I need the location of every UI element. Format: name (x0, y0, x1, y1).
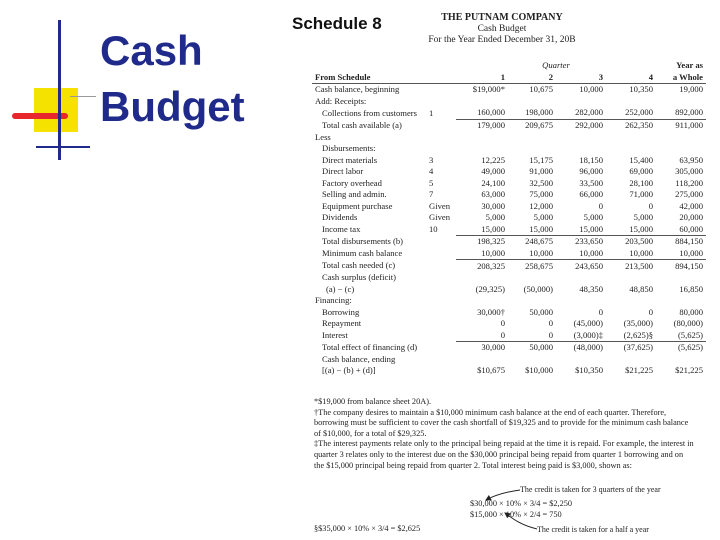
row-q1-value: (29,325) (475, 283, 505, 294)
interest-calc-2: $15,000 × 10% × 2/4 = 750 (470, 510, 562, 519)
decor-yellow-square (34, 88, 78, 132)
table-row (312, 119, 706, 131)
row-label: Borrowing (322, 306, 360, 317)
row-q2-value: 10,675 (529, 84, 553, 95)
row-q4-value: 48,850 (629, 283, 653, 294)
row-q2-value (508, 131, 556, 143)
row-q1-value (456, 96, 508, 108)
row-label: Repayment (322, 318, 362, 329)
row-q4-value: 5,000 (633, 212, 653, 223)
decor-blue-horizontal-line (36, 146, 90, 148)
slide-title-cash: Cash (100, 27, 203, 74)
document-name: Cash Budget (477, 24, 527, 34)
row-q2-value: (50,000) (523, 283, 553, 294)
row-q2-value (508, 272, 556, 284)
row-q4-value: 28,100 (629, 177, 653, 188)
row-label: Total cash available (a) (322, 119, 402, 130)
row-label: Total cash needed (c) (322, 260, 396, 271)
row-schedule (426, 306, 456, 318)
company-name: THE PUTNAM COMPANY (441, 12, 563, 23)
row-year-value: 80,000 (679, 306, 703, 317)
table-row (312, 84, 706, 96)
row-schedule: 1 (429, 107, 434, 118)
row-q1-value: 30,000 (456, 342, 508, 354)
row-schedule (426, 143, 456, 155)
row-q1-value: $19,000* (472, 84, 505, 95)
row-q1-value: 49,000 (481, 166, 505, 177)
row-q2-value: 258,675 (508, 260, 556, 272)
table-row (312, 177, 706, 189)
footnotes (314, 397, 694, 471)
row-schedule (426, 283, 456, 295)
table-row (312, 154, 706, 166)
row-q2-value: 10,000 (529, 248, 553, 259)
row-q1-value: 63,000 (481, 189, 505, 200)
row-q2-value: 15,175 (529, 154, 553, 165)
row-q3-value: 282,000 (575, 107, 603, 118)
table-row (312, 224, 706, 236)
row-year-value (656, 143, 706, 155)
row-year-value: 884,150 (656, 236, 706, 248)
table-row (312, 96, 706, 108)
row-q2-value (508, 354, 556, 366)
row-year-value (656, 272, 706, 284)
row-q2-value: 12,000 (529, 200, 553, 211)
row-q4-value: 10,350 (629, 84, 653, 95)
table-row (312, 107, 706, 119)
row-label: Interest (322, 330, 348, 341)
row-q3-value (556, 143, 606, 155)
row-q3-value: 66,000 (579, 189, 603, 200)
row-label: Cash balance, ending (322, 353, 396, 364)
row-q1-value: 179,000 (456, 119, 508, 131)
table-row (312, 283, 706, 295)
row-q1-value (456, 272, 508, 284)
row-schedule (426, 365, 456, 377)
row-schedule (426, 119, 456, 131)
table-row (312, 306, 706, 318)
row-q2-value: 198,000 (525, 107, 553, 118)
slide-title-budget: Budget (100, 83, 245, 130)
row-q3-value: 5,000 (583, 212, 603, 223)
row-schedule: 7 (429, 189, 434, 200)
row-q1-value (456, 295, 508, 307)
row-label: Selling and admin. (322, 189, 387, 200)
row-q1-value: 30,000† (477, 306, 505, 317)
row-q4-value (606, 96, 656, 108)
row-label: Dividends (322, 212, 358, 223)
row-label: Income tax (322, 224, 361, 235)
row-q4-value: 69,000 (629, 166, 653, 177)
row-q4-value: 71,000 (629, 189, 653, 200)
row-label: Cash surplus (deficit) (322, 272, 396, 283)
table-row (312, 342, 706, 354)
row-q2-value (508, 96, 556, 108)
row-q3-value: (45,000) (573, 318, 603, 329)
row-schedule: 10 (429, 224, 438, 235)
row-q3-value: $10,350 (575, 365, 603, 376)
callout-three-quarters: The credit is taken for 3 quarters of the year (520, 485, 661, 494)
row-q3-value: 233,650 (556, 236, 606, 248)
row-schedule (426, 236, 456, 248)
row-schedule: 3 (429, 154, 434, 165)
quarter-header: Quarter (542, 60, 570, 71)
row-q1-value: 15,000 (481, 223, 505, 234)
row-q1-value: 10,000 (481, 248, 505, 259)
callout-half-year: The credit is taken for a half a year (537, 525, 649, 534)
row-q2-value (508, 143, 556, 155)
row-label: Minimum cash balance (322, 248, 403, 259)
row-q3-value: 0 (598, 200, 603, 211)
q4-header: 4 (606, 72, 656, 84)
row-q3-value (556, 131, 606, 143)
table-row (312, 295, 706, 307)
row-label: Equipment purchase (322, 200, 393, 211)
table-row (312, 272, 706, 284)
period-line: For the Year Ended December 31, 20B (428, 35, 576, 45)
table-row (312, 330, 706, 342)
row-year-value: 42,000 (679, 200, 703, 211)
row-q4-value (606, 295, 656, 307)
row-q1-value: 12,225 (481, 154, 505, 165)
row-q2-value (508, 295, 556, 307)
row-q3-value: 0 (598, 306, 603, 317)
row-schedule (426, 295, 456, 307)
row-year-value: $21,225 (675, 365, 703, 376)
row-year-value: 892,000 (675, 107, 703, 118)
table-row (312, 260, 706, 272)
row-schedule (426, 131, 456, 143)
row-q3-value: 96,000 (579, 166, 603, 177)
row-year-value: 118,200 (675, 177, 703, 188)
row-q1-value (456, 131, 508, 143)
row-label: Financing: (315, 295, 352, 306)
row-label: Direct materials (322, 154, 378, 165)
row-q2-value: 0 (548, 318, 553, 329)
row-year-value: 16,850 (679, 283, 703, 294)
row-schedule (426, 272, 456, 284)
schedule-label: Schedule 8 (292, 14, 382, 33)
row-year-value: 63,950 (679, 154, 703, 165)
row-schedule: 4 (429, 166, 434, 177)
footnote-2: †The company desires to maintain a $10,000 minimum cash balance at the end of each quarter. Therefore, borrowing must be sufficient to cover the cash shortfall of $19,325 and to provide for the minimum cash balance of $10,000, for a total of $29,325. (314, 407, 689, 438)
row-q1-value: 208,325 (456, 260, 508, 272)
row-year-value: 10,000 (679, 248, 703, 259)
footnote-3: ‡The interest payments relate only to the principal being repaid at the time it is repaid. For example, the interest in quarter 3 relates only to the interest due on the $30,000 principal being repaid from quarter 1 borrowing and on the $15,000 principal being repaid from quarter 2. Total interest being paid is $3,000, shown as: (314, 439, 694, 470)
row-q2-value: 32,500 (529, 177, 553, 188)
row-q1-value: 198,325 (456, 236, 508, 248)
row-year-value: 60,000 (679, 223, 703, 234)
row-q4-value: $21,225 (625, 365, 653, 376)
q2-header: 2 (508, 72, 556, 84)
row-q1-value: 0 (500, 318, 505, 329)
row-q4-value: (35,000) (623, 318, 653, 329)
row-q2-value: 91,000 (529, 166, 553, 177)
row-label: (a) − (c) (326, 283, 355, 294)
row-label: Add: Receipts: (315, 95, 367, 106)
row-year-value: 20,000 (679, 212, 703, 223)
row-q1-value: 160,000 (477, 107, 505, 118)
row-year-value: 275,000 (675, 189, 703, 200)
row-year-value: 19,000 (679, 84, 703, 95)
row-q4-value: 0 (648, 200, 653, 211)
row-q4-value: 252,000 (625, 107, 653, 118)
row-schedule: Given (429, 212, 451, 223)
table-row (312, 131, 706, 143)
table-row (312, 248, 706, 260)
year-header-line1: Year as (676, 60, 703, 71)
row-q4-value (606, 131, 656, 143)
row-label: Cash balance, beginning (315, 84, 400, 95)
cash-budget-table (312, 60, 706, 377)
row-q1-value: 0 (500, 329, 505, 340)
row-year-value (656, 295, 706, 307)
row-q3-value: (3,000)‡ (573, 329, 603, 340)
decor-thin-line (70, 96, 96, 97)
row-schedule (426, 318, 456, 330)
row-label: Total disbursements (b) (322, 236, 404, 247)
row-label: Less (315, 131, 331, 142)
row-schedule (426, 330, 456, 342)
year-header-line2: a Whole (656, 72, 706, 84)
row-q4-value: 10,000 (629, 248, 653, 259)
row-q4-value: (2,625)§ (623, 329, 653, 340)
row-q2-value: 209,675 (508, 119, 556, 131)
row-label: Factory overhead (322, 177, 382, 188)
row-q4-value: 0 (648, 306, 653, 317)
row-q2-value: 5,000 (533, 212, 553, 223)
row-year-value: 911,000 (656, 119, 706, 131)
row-year-value (656, 354, 706, 366)
row-label: Collections from customers (322, 107, 417, 118)
from-schedule-header: From Schedule (312, 72, 426, 84)
row-q3-value: 48,350 (579, 283, 603, 294)
row-q4-value: 15,400 (629, 154, 653, 165)
row-schedule (426, 342, 456, 354)
row-q1-value: 5,000 (485, 212, 505, 223)
row-schedule: 5 (429, 177, 434, 188)
row-schedule (426, 96, 456, 108)
row-schedule (426, 260, 456, 272)
row-q3-value (556, 272, 606, 284)
row-q3-value: 10,000 (579, 84, 603, 95)
row-label: Total effect of financing (d) (322, 342, 418, 353)
row-year-value (656, 131, 706, 143)
row-year-value (656, 96, 706, 108)
row-q4-value (606, 354, 656, 366)
row-q1-value (456, 354, 508, 366)
row-q2-value: 15,000 (529, 223, 553, 234)
row-q1-value: $10,675 (477, 365, 505, 376)
row-year-value: (5,625) (656, 342, 706, 354)
row-q3-value (556, 295, 606, 307)
row-q3-value (556, 354, 606, 366)
row-q2-value: $10,000 (525, 365, 553, 376)
row-q2-value: 0 (548, 329, 553, 340)
row-schedule: Given (429, 200, 451, 211)
table-row (312, 143, 706, 155)
row-q4-value: 213,500 (606, 260, 656, 272)
row-label: [(a) − (b) + (d)] (322, 365, 376, 376)
row-q1-value (456, 143, 508, 155)
row-label: Direct labor (322, 166, 364, 177)
table-row (312, 201, 706, 213)
row-q1-value: 24,100 (481, 177, 505, 188)
row-q2-value: 50,000 (529, 306, 553, 317)
row-q4-value: 15,000 (629, 223, 653, 234)
interest-calc-1: $30,000 × 10% × 3/4 = $2,250 (470, 499, 573, 508)
row-label: Disbursements: (322, 143, 376, 154)
q3-header: 3 (556, 72, 606, 84)
row-q2-value: 248,675 (508, 236, 556, 248)
decor-blue-vertical-line (58, 20, 61, 160)
q1-header: 1 (456, 72, 508, 84)
footnote-4: §$35,000 × 10% × 3/4 = $2,625 (314, 524, 421, 533)
table-row (312, 365, 706, 377)
row-q3-value: 243,650 (556, 260, 606, 272)
row-q3-value: 33,500 (579, 177, 603, 188)
row-q2-value: 75,000 (529, 189, 553, 200)
row-q4-value (606, 272, 656, 284)
footnote-1: *$19,000 from balance sheet 20A). (314, 397, 432, 406)
table-row (312, 189, 706, 201)
row-year-value: 305,000 (675, 166, 703, 177)
row-q3-value: 18,150 (579, 154, 603, 165)
row-year-value: (80,000) (673, 318, 703, 329)
row-q3-value: 15,000 (579, 223, 603, 234)
row-schedule (426, 248, 456, 260)
row-q4-value: 203,500 (606, 236, 656, 248)
row-year-value: (5,625) (677, 329, 703, 340)
table-row (312, 236, 706, 248)
row-q4-value (606, 143, 656, 155)
row-q3-value: 10,000 (579, 248, 603, 259)
table-row (312, 318, 706, 330)
table-row (312, 166, 706, 178)
row-q4-value: 262,350 (606, 119, 656, 131)
row-q1-value: 30,000 (481, 200, 505, 211)
row-q3-value: 292,000 (556, 119, 606, 131)
row-q3-value: (48,000) (556, 342, 606, 354)
row-q4-value: (37,625) (606, 342, 656, 354)
row-schedule (426, 84, 456, 96)
table-row (312, 354, 706, 366)
row-year-value: 894,150 (656, 260, 706, 272)
table-row (312, 212, 706, 224)
row-schedule (426, 354, 456, 366)
row-q2-value: 50,000 (508, 342, 556, 354)
row-q3-value (556, 96, 606, 108)
